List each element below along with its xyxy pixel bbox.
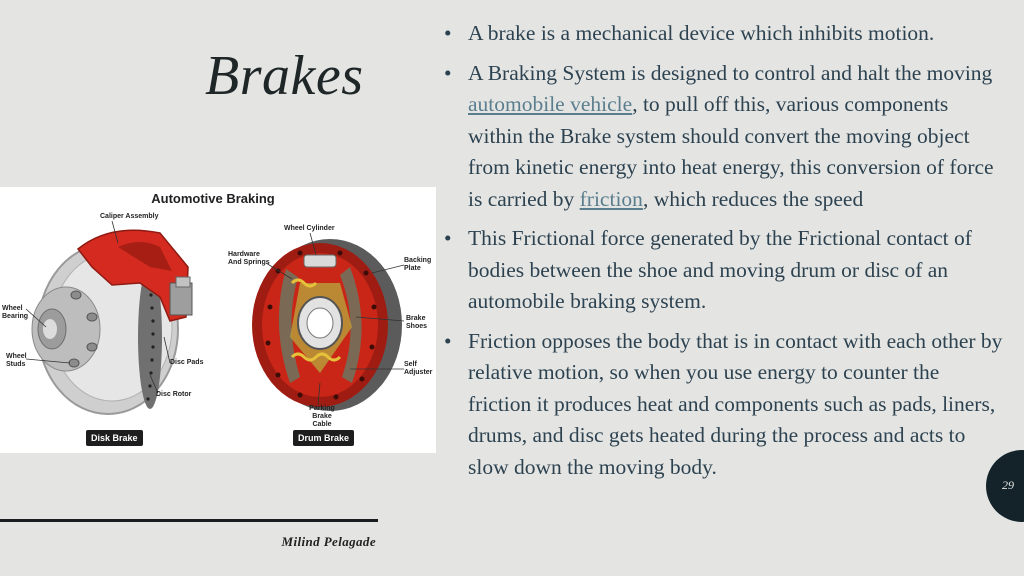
drum-brake-tag: Drum Brake bbox=[293, 430, 354, 446]
brake-illustration bbox=[0, 187, 436, 453]
bullet-dot: • bbox=[444, 328, 452, 353]
bullet-text: This Frictional force generated by the Frictional contact of bodies between the shoe and moving drum or disc of an automobile braking system. bbox=[468, 226, 972, 313]
callout-backing-plate: Backing Plate bbox=[404, 257, 432, 272]
callout-disc-pads: Disc Pads bbox=[170, 359, 204, 366]
divider-rule bbox=[0, 519, 378, 522]
bullet-dot: • bbox=[444, 21, 452, 45]
callout-wheel-cylinder: Wheel Cylinder bbox=[284, 225, 335, 232]
bullet-item bbox=[444, 223, 1004, 318]
bullet-dot: • bbox=[444, 60, 452, 85]
bullet-item bbox=[444, 326, 1004, 484]
callout-caliper: Caliper Assembly bbox=[100, 213, 159, 220]
bullet-item bbox=[444, 58, 1004, 216]
callout-parking-cable: Parking Brake Cable bbox=[309, 405, 335, 428]
callout-self-adjuster: Self Adjuster bbox=[404, 361, 433, 376]
brake-diagram bbox=[0, 187, 436, 453]
link-automobile-vehicle[interactable]: automobile vehicle bbox=[468, 92, 633, 116]
bullet-text-middle: , to pull off this, various components within the Brake system should convert the moving object from kinetic energy into heat energy, this conversion of force is carried by bbox=[468, 92, 994, 211]
drum-brake-drawing bbox=[252, 239, 402, 411]
figure-title: Automotive Braking bbox=[151, 191, 275, 206]
callout-brake-shoes: Brake Shoes bbox=[406, 315, 428, 330]
page-number: 29 bbox=[1002, 478, 1014, 492]
slide-title: Brakes bbox=[205, 45, 364, 107]
callout-wheel-bearing: Wheel Bearing bbox=[2, 305, 29, 320]
disk-brake-tag: Disk Brake bbox=[86, 430, 143, 446]
bullet-text: Friction opposes the body that is in contact with each other by relative motion, so when you use energy to counter the friction it produces heat and components such as pads, liners, drums, and disc gets heated during the process and acts to slow down the moving body. bbox=[468, 328, 1003, 479]
callout-wheel-studs: Wheel Studs bbox=[6, 353, 27, 368]
disk-brake-drawing bbox=[32, 230, 192, 414]
bullet-item bbox=[444, 18, 1004, 50]
callout-hardware-springs: Hardware And Springs bbox=[228, 251, 270, 266]
bullet-text: A brake is a mechanical device which inhibits motion. bbox=[468, 21, 935, 45]
bullet-dot: • bbox=[444, 226, 452, 250]
callout-disc-rotor: Disc Rotor bbox=[156, 391, 192, 398]
bullet-list bbox=[444, 18, 1004, 491]
bullet-text-end: , which reduces the speed bbox=[642, 186, 864, 211]
link-friction[interactable]: friction bbox=[579, 186, 643, 211]
bullet-text-start: A Braking System is designed to control and halt the moving bbox=[468, 60, 993, 85]
author-name: Milind Pelagade bbox=[281, 534, 376, 549]
